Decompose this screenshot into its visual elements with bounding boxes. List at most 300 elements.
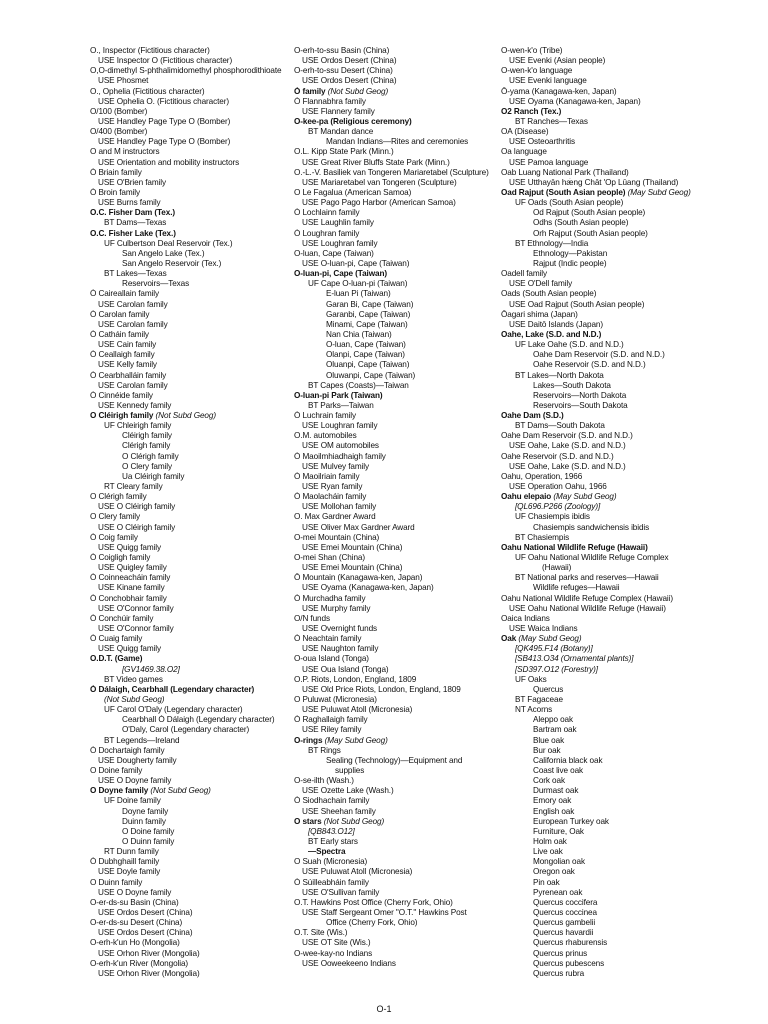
entry-text: Ó Catháin family [90, 329, 149, 339]
heading-entry [90, 594, 295, 604]
reference-line [90, 725, 295, 735]
entry-text: Oadell family [501, 269, 548, 279]
reference-line [501, 786, 706, 796]
entry-text: UF Doine family [104, 796, 161, 806]
entry-text: USE Oahu National Wildlife Refuge (Hawaii) [509, 603, 666, 613]
entry-column-3 [501, 46, 706, 979]
entry-text: O-luan, Cape (Taiwan) [294, 248, 374, 258]
reference-line [90, 604, 295, 614]
reference-line [294, 178, 499, 188]
reference-line [294, 756, 499, 766]
heading-entry [501, 431, 706, 441]
heading-entry [501, 310, 706, 320]
entry-text: —Spectra [308, 847, 346, 857]
reference-line [90, 695, 295, 705]
heading-entry [501, 168, 706, 178]
reference-line [294, 56, 499, 66]
entry-text: O.-L.-V. Basiliek van Tongeren Mariaretabel (Sculpture) [294, 167, 489, 177]
reference-line [294, 908, 499, 918]
entry-text: USE Kelly family [98, 360, 157, 370]
entry-text: USE Oad Rajput (South Asian people) [509, 299, 645, 309]
entry-text: English oak [533, 806, 575, 816]
heading-entry [90, 107, 295, 117]
entry-text: Ó Luchrain family [294, 411, 357, 421]
heading-entry [90, 857, 295, 867]
entry-text: O and M instructors [90, 147, 160, 157]
heading-entry [90, 289, 295, 299]
reference-line [501, 776, 706, 786]
heading-entry [90, 553, 295, 563]
reference-line [294, 381, 499, 391]
entry-text: Quercus rubra [533, 968, 585, 978]
reference-line [501, 76, 706, 86]
entry-text: BT Lakes—North Dakota [515, 370, 604, 380]
reference-line [501, 56, 706, 66]
entry-text: USE Orientation and mobility instructors [98, 157, 240, 167]
heading-entry [90, 634, 295, 644]
entry-text: San Angelo Reservoir (Tex.) [122, 258, 222, 268]
reference-line [294, 401, 499, 411]
entry-text: [SD397.O12 (Forestry)] [515, 664, 598, 674]
heading-entry [501, 87, 706, 97]
entry-text: O Cléirigh family [90, 411, 154, 421]
heading-entry [294, 229, 499, 239]
heading-entry [294, 472, 499, 482]
entry-text: Ó Coinneacháin family [90, 573, 171, 583]
heading-entry [294, 46, 499, 56]
entry-text: BT Video games [104, 674, 163, 684]
reference-line [501, 928, 706, 938]
reference-line [294, 300, 499, 310]
entry-text: Ó Conchúir family [90, 613, 154, 623]
entry-text: Ó Murchadha family [294, 593, 366, 603]
heading-entry [294, 87, 499, 97]
entry-text: UF Cape O-luan-pi (Taiwan) [308, 279, 408, 289]
entry-text: Bartram oak [533, 725, 577, 735]
entry-text: Ó Flannabhra family [294, 96, 366, 106]
heading-entry [294, 168, 499, 178]
entry-text: USE O'Connor family [98, 624, 174, 634]
entry-text: Ó Briain family [90, 167, 142, 177]
heading-entry [294, 411, 499, 421]
entry-text: Garanbi, Cape (Taiwan) [326, 309, 411, 319]
entry-text: USE Handley Page Type O (Bomber) [98, 116, 231, 126]
entry-text: O Doyne family [90, 786, 149, 796]
entry-text: USE Carolan family [98, 380, 168, 390]
reference-line [294, 766, 499, 776]
reference-line [90, 137, 295, 147]
reference-line [294, 218, 499, 228]
heading-entry [501, 188, 706, 198]
subdivision-note: (May Subd Geog) [551, 492, 617, 502]
entry-text: USE Mollohan family [302, 502, 377, 512]
reference-line [294, 543, 499, 553]
entry-text: Odhs (South Asian people) [533, 218, 629, 228]
reference-line [501, 198, 706, 208]
heading-entry [90, 46, 295, 56]
entry-text: USE Overnight funds [302, 624, 378, 634]
entry-text: Quercus prinus [533, 948, 588, 958]
entry-text: UF Oads (South Asian people) [515, 198, 624, 208]
heading-entry [90, 310, 295, 320]
entry-text: USE O Cléirigh family [98, 502, 176, 512]
entry-text: Ó Dubhghaill family [90, 857, 160, 867]
reference-line [90, 178, 295, 188]
heading-entry [294, 614, 499, 624]
entry-text: USE Inspector O (Fictitious character) [98, 56, 233, 66]
heading-entry [294, 594, 499, 604]
reference-line [501, 644, 706, 654]
heading-entry [294, 573, 499, 583]
entry-text: UF Oahu National Wildlife Refuge Complex [515, 553, 669, 563]
reference-line [294, 888, 499, 898]
heading-entry [294, 654, 499, 664]
entry-text: Furniture, Oak [533, 826, 584, 836]
entry-text: Oahu National Wildlife Refuge (Hawaii) [501, 542, 648, 552]
entry-text: Ethnology—Pakistan [533, 248, 608, 258]
entry-text: Quercus havardii [533, 928, 594, 938]
reference-line [90, 543, 295, 553]
reference-line [501, 218, 706, 228]
reference-line [294, 360, 499, 370]
reference-line [501, 340, 706, 350]
reference-line [90, 847, 295, 857]
reference-line [90, 279, 295, 289]
heading-entry [90, 654, 295, 664]
entry-text: USE O-luan-pi, Cape (Taiwan) [302, 258, 410, 268]
entry-text: Oregon oak [533, 867, 575, 877]
entry-text: O Clery family [122, 461, 173, 471]
entry-text: USE Carolan family [98, 299, 168, 309]
reference-line [294, 310, 499, 320]
heading-entry [90, 371, 295, 381]
heading-entry [294, 634, 499, 644]
reference-line [90, 867, 295, 877]
heading-entry [294, 949, 499, 959]
heading-entry [90, 533, 295, 543]
entry-text: Ó Coigligh family [90, 553, 151, 563]
reference-line [294, 644, 499, 654]
reference-line [90, 431, 295, 441]
entry-text: USE Mariaretabel van Tongeren (Sculpture) [302, 177, 457, 187]
entry-text: USE Operation Oahu, 1966 [509, 482, 607, 492]
heading-entry [90, 959, 295, 969]
heading-entry [501, 147, 706, 157]
reference-line [90, 300, 295, 310]
entry-text: BT Dams—Texas [104, 218, 167, 228]
heading-entry [294, 553, 499, 563]
entry-text: Garan Bi, Cape (Taiwan) [326, 299, 414, 309]
heading-entry [501, 634, 706, 644]
entry-text: BT Legends—Ireland [104, 735, 180, 745]
reference-line [501, 604, 706, 614]
reference-line [90, 462, 295, 472]
entry-text: BT Ranches—Texas [515, 116, 588, 126]
entry-text: O-er-ds-su Desert (China) [90, 918, 183, 928]
entry-text: Quercus pubescens [533, 958, 605, 968]
entry-text: USE Pago Pago Harbor (American Samoa) [302, 198, 456, 208]
entry-text: USE Ozette Lake (Wash.) [302, 786, 394, 796]
reference-line [501, 817, 706, 827]
reference-line [501, 898, 706, 908]
entry-text: O-luan-pi Park (Taiwan) [294, 390, 383, 400]
heading-entry [90, 938, 295, 948]
reference-line [294, 137, 499, 147]
entry-text: USE Naughton family [302, 644, 379, 654]
reference-line [294, 239, 499, 249]
heading-entry [294, 66, 499, 76]
reference-line [90, 117, 295, 127]
entry-text: Ó family [294, 86, 326, 96]
entry-text: Reservoirs—Texas [122, 279, 190, 289]
reference-line [501, 441, 706, 451]
entry-text: UF Chasiempis ibidis [515, 512, 590, 522]
reference-line [501, 259, 706, 269]
entry-text: O.T. Site (Wis.) [294, 928, 348, 938]
entry-text: USE Flannery family [302, 106, 375, 116]
reference-line [90, 817, 295, 827]
reference-line [90, 502, 295, 512]
reference-line [501, 573, 706, 583]
entry-text: Aleppo oak [533, 715, 573, 725]
reference-line [294, 746, 499, 756]
entry-text: European Turkey oak [533, 816, 609, 826]
reference-line [501, 888, 706, 898]
heading-entry [294, 675, 499, 685]
reference-line [294, 563, 499, 573]
entry-text: (Hawaii) [542, 563, 572, 573]
entry-text: O2 Ranch (Tex.) [501, 106, 562, 116]
reference-line [90, 715, 295, 725]
reference-line [294, 705, 499, 715]
reference-line [294, 198, 499, 208]
entry-text: Oahe, Lake (S.D. and N.D.) [501, 329, 602, 339]
heading-entry [501, 269, 706, 279]
entry-text: [QK495.F14 (Botany)] [515, 644, 593, 654]
entry-text: Pyrenean oak [533, 887, 583, 897]
entry-text: O-wee-kay-no Indians [294, 948, 373, 958]
entry-text: USE Puluwat Atoll (Micronesia) [302, 867, 413, 877]
entry-text: Oaica Indians [501, 613, 550, 623]
entry-text: USE O'Sullivan family [302, 887, 380, 897]
entry-text: USE O Doyne family [98, 776, 172, 786]
entry-text: USE Sheehan family [302, 806, 376, 816]
reference-line [501, 391, 706, 401]
entry-text: USE O'Connor family [98, 603, 174, 613]
heading-entry [90, 746, 295, 756]
reference-line [294, 624, 499, 634]
entry-column-2 [294, 46, 499, 969]
entry-text: Quercus gambelii [533, 918, 596, 928]
entry-text: USE O Cléirigh family [98, 522, 176, 532]
heading-entry [501, 127, 706, 137]
reference-line [90, 198, 295, 208]
entry-text: O.C. Fisher Lake (Tex.) [90, 228, 176, 238]
reference-line [294, 127, 499, 137]
heading-entry [90, 188, 295, 198]
reference-line [294, 371, 499, 381]
entry-text: UF Oaks [515, 674, 547, 684]
entry-text: Coast live oak [533, 765, 584, 775]
entry-text: USE Puluwat Atoll (Micronesia) [302, 705, 413, 715]
reference-line [501, 117, 706, 127]
reference-line [501, 249, 706, 259]
entry-text: O-erh-to-ssu Basin (China) [294, 46, 390, 55]
reference-line [90, 827, 295, 837]
reference-line [501, 847, 706, 857]
entry-text: USE Utthayān hæ̀ng Chāt 'Op Lūang (Thailand) [509, 177, 679, 187]
reference-line [90, 401, 295, 411]
entry-text: O Le Fagalua (American Samoa) [294, 187, 412, 197]
heading-entry [501, 330, 706, 340]
entry-text: Od Rajput (South Asian people) [533, 208, 646, 218]
entry-text: O Suah (Micronesia) [294, 857, 368, 867]
entry-text: Ó Cinnéide family [90, 390, 153, 400]
reference-line [90, 421, 295, 431]
reference-line [90, 320, 295, 330]
entry-text: USE Ordos Desert (China) [98, 907, 193, 917]
reference-line [294, 441, 499, 451]
reference-line [90, 56, 295, 66]
reference-line [501, 695, 706, 705]
entry-text: Durmast oak [533, 786, 579, 796]
entry-text: USE Oyama (Kanagawa-ken, Japan) [302, 583, 434, 593]
reference-line [90, 523, 295, 533]
entry-text: O-mei Shan (China) [294, 553, 366, 563]
entry-text: Ó Coig family [90, 532, 138, 542]
heading-entry [90, 66, 295, 76]
reference-line [501, 553, 706, 563]
entry-text: California black oak [533, 755, 603, 765]
reference-line [90, 239, 295, 249]
heading-entry [501, 492, 706, 502]
reference-line [90, 158, 295, 168]
reference-line [90, 624, 295, 634]
reference-line [501, 746, 706, 756]
entry-text: O Clérigh family [90, 492, 147, 502]
entry-text: O-er-ds-su Basin (China) [90, 897, 179, 907]
heading-entry [294, 249, 499, 259]
heading-entry [501, 452, 706, 462]
heading-entry [90, 878, 295, 888]
heading-entry [294, 878, 499, 888]
heading-entry [90, 208, 295, 218]
reference-line [294, 807, 499, 817]
heading-entry [294, 928, 499, 938]
subdivision-note: (Not Subd Geog) [325, 86, 389, 96]
entry-text: O-mei Mountain (China) [294, 532, 380, 542]
reference-line [501, 401, 706, 411]
entry-text: Ó Raghallaigh family [294, 715, 368, 725]
heading-entry [90, 168, 295, 178]
entry-text: O. Max Gardner Award [294, 512, 376, 522]
entry-text: O/N funds [294, 613, 330, 623]
reference-line [90, 675, 295, 685]
entry-text: USE Oua Island (Tonga) [302, 664, 389, 674]
entry-text: Ō-yama (Kanagawa-ken, Japan) [501, 86, 617, 96]
reference-line [501, 665, 706, 675]
entry-text: O-erh-k'un Ho (Mongolia) [90, 938, 180, 948]
reference-line [501, 462, 706, 472]
heading-entry [90, 492, 295, 502]
entry-text: USE Old Price Riots, London, England, 1809 [302, 684, 461, 694]
reference-line [90, 796, 295, 806]
heading-entry [294, 898, 499, 908]
heading-entry [90, 512, 295, 522]
entry-text: O.P. Riots, London, England, 1809 [294, 674, 417, 684]
entry-text: Cearbhall Ó Dálaigh (Legendary character) [122, 715, 275, 725]
entry-text: Oahu elepaio [501, 492, 552, 502]
reference-line [294, 350, 499, 360]
entry-text: USE O'Brien family [98, 177, 167, 187]
reference-line [294, 259, 499, 269]
reference-line [90, 563, 295, 573]
reference-line [501, 918, 706, 928]
entry-text: Pin oak [533, 877, 560, 887]
entry-text: O Doine family [90, 765, 143, 775]
entry-text: BT Capes (Coasts)—Taiwan [308, 380, 409, 390]
entry-text: USE Pamoa language [509, 157, 589, 167]
reference-line [501, 837, 706, 847]
reference-line [501, 675, 706, 685]
entry-text: Ó Carolan family [90, 309, 150, 319]
reference-line [501, 857, 706, 867]
entry-text: [QL696.P266 (Zoology)] [515, 502, 601, 512]
entry-column-1 [90, 46, 295, 979]
entry-text: Ó Maoilriain family [294, 471, 360, 481]
entry-text: USE Ordos Desert (China) [302, 56, 397, 66]
entry-text: Chasiempis sandwichensis ibidis [533, 522, 650, 532]
reference-line [90, 888, 295, 898]
entry-text: O.D.T. (Game) [90, 654, 143, 664]
heading-entry [501, 66, 706, 76]
entry-text: USE Burns family [98, 198, 161, 208]
heading-entry [90, 127, 295, 137]
entry-text: USE Phosmet [98, 76, 149, 86]
entry-text: USE Quigg family [98, 644, 162, 654]
entry-text: USE Oyama (Kanagawa-ken, Japan) [509, 96, 641, 106]
entry-text: USE Evenki (Asian people) [509, 56, 606, 66]
entry-text: USE Riley family [302, 725, 362, 735]
entry-text: BT Dams—South Dakota [515, 421, 605, 431]
heading-entry [294, 857, 499, 867]
entry-text: O Clérigh family [122, 451, 179, 461]
entry-text: USE O'Dell family [509, 279, 573, 289]
reference-line [90, 441, 295, 451]
subdivision-note: (Not Subd Geog) [321, 816, 385, 826]
entry-text: USE Quigg family [98, 542, 162, 552]
heading-entry [90, 786, 295, 796]
reference-line [294, 279, 499, 289]
reference-line [294, 107, 499, 117]
entry-text: Oluwanpi, Cape (Taiwan) [326, 370, 416, 380]
reference-line [90, 665, 295, 675]
subdivision-note: (May Subd Geog) [322, 735, 388, 745]
entry-text: Duinn family [122, 816, 166, 826]
entry-text: BT Lakes—Texas [104, 269, 167, 279]
reference-line [501, 208, 706, 218]
entry-text: USE Ophelia O. (Fictitious character) [98, 96, 229, 106]
reference-line [294, 938, 499, 948]
reference-line [501, 654, 706, 664]
heading-entry [90, 147, 295, 157]
entry-text: Clérigh family [122, 441, 171, 451]
reference-line [501, 949, 706, 959]
heading-entry [501, 543, 706, 553]
heading-entry [294, 533, 499, 543]
reference-line [294, 421, 499, 431]
heading-entry [294, 147, 499, 157]
